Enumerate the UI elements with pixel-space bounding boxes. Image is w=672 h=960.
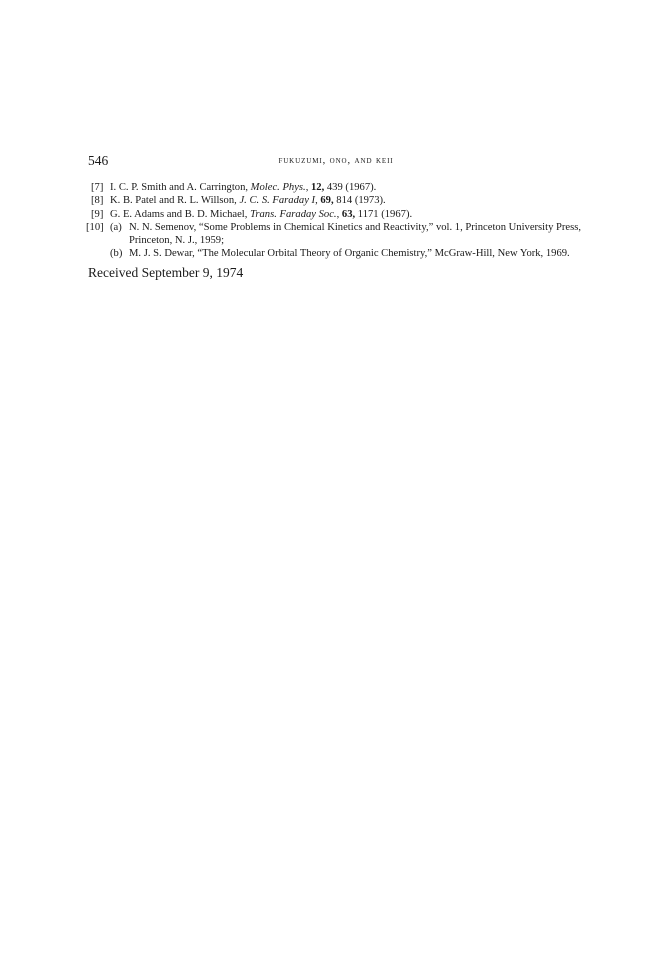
reference-item (88, 221, 584, 261)
reference-pages-year: 814 (1973). (333, 195, 386, 207)
reference-authors: I. C. P. Smith and A. Carrington, (110, 182, 251, 193)
subitem-text: M. J. S. Dewar, “The Molecular Orbital Theory of Organic Chemistry,” McGraw-Hill, New York, 1969. (129, 248, 570, 260)
subitem-label: (b) (110, 248, 123, 260)
reference-item (88, 208, 584, 221)
reference-number: [7] (91, 182, 104, 193)
running-head (88, 152, 584, 170)
reference-item (88, 181, 584, 194)
reference-authors: K. B. Patel and R. L. Willson, (110, 195, 240, 207)
reference-item (88, 194, 584, 207)
reference-separator: , (336, 208, 342, 220)
reference-number: [9] (91, 208, 104, 220)
running-title: fukuzumi, ono, and keii (278, 155, 394, 166)
reference-volume: 63, (341, 208, 356, 220)
reference-journal: Molec. Phys. (250, 182, 306, 193)
reference-authors: G. E. Adams and B. D. Michael, (110, 208, 251, 220)
reference-volume: 69, (320, 195, 334, 207)
reference-subitem-a (110, 221, 584, 248)
reference-separator: , (305, 182, 311, 193)
reference-pages-year: 439 (1967). (324, 182, 377, 193)
reference-number: [8] (91, 195, 104, 207)
reference-separator: , (315, 195, 321, 207)
page-number: 546 (88, 153, 109, 168)
reference-journal: Trans. Faraday Soc. (250, 208, 337, 220)
subitem-label: (a) (110, 221, 122, 233)
reference-number: [10] (86, 221, 104, 233)
reference-journal: J. C. S. Faraday I (239, 195, 316, 207)
reference-volume: 12, (310, 182, 325, 193)
received-date: Received September 9, 1974 (88, 265, 244, 280)
subitem-text: N. N. Semenov, “Some Problems in Chemical Kinetics and Reactivity,” vol. 1, Princeton University Press, Princeton, N. J., 1959; (129, 221, 582, 247)
reference-list (88, 181, 584, 261)
reference-pages-year: 1171 (1967). (355, 208, 413, 220)
reference-subitem-b (110, 247, 584, 260)
